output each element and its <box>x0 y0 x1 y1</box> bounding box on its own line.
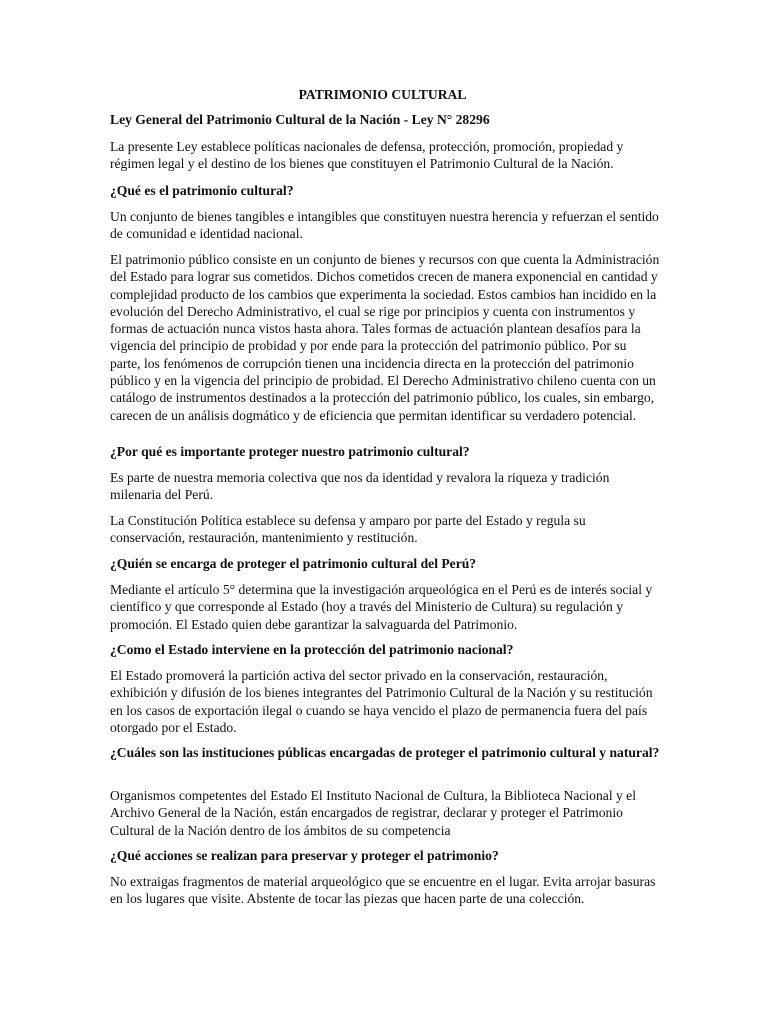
section-paragraph: El patrimonio público consiste en un conjunto de bienes y recursos con que cuenta la Administración del Estado para lograr sus cometidos. Dichos cometidos crecen de manera exponencial en cantidad y complejidad producto de los cambios que experimenta la sociedad. Estos cambios han incidido en la evolución del Derecho Administrativo, el cual se rige por principios y cuenta con instrumentos y formas de actuación nunca vistos hasta ahora. Tales formas de actuación plantean desafíos para la vigencia del principio de probidad y por ende para la protección del patrimonio público. Por su parte, los fenómenos de corrupción tienen una incidencia directa en la protección del patrimonio público y en la vigencia del principio de probidad. El Derecho Administrativo chileno cuenta con un catálogo de instrumentos destinados a la protección del patrimonio público, los cuales, sin embargo, carecen de un análisis dogmático y de eficiencia que permitan identificar su verdadero potencial. <box>110 252 660 423</box>
section-paragraph: Es parte de nuestra memoria colectiva que nos da identidad y revalora la riqueza y tradición milenaria del Perú. <box>110 470 610 503</box>
intro-paragraph: La presente Ley establece políticas nacionales de defensa, protección, promoción, propiedad y régimen legal y el destino de los bienes que constituyen el Patrimonio Cultural de la Nación. <box>110 139 624 172</box>
section-paragraph: Un conjunto de bienes tangibles e intangibles que constituyen nuestra herencia y refuerzan el sentido de comunidad e identidad nacional. <box>110 209 659 242</box>
section-question: ¿Como el Estado interviene en la protección del patrimonio nacional? <box>110 642 514 657</box>
document-title: PATRIMONIO CULTURAL <box>298 87 467 102</box>
section-paragraph: El Estado promoverá la partición activa del sector privado en la conservación, restauración, exhibición y difusión de los bienes integrantes del Patrimonio Cultural de la Nación y su restitución en los casos de exportación ilegal o cuando se haya vencido el plazo de permanencia fuera del país otorgado por el Estado. <box>110 668 653 735</box>
law-heading: Ley General del Patrimonio Cultural de la Nación - Ley N° 28296 <box>110 112 490 127</box>
section-question: ¿Quién se encarga de proteger el patrimonio cultural del Perú? <box>110 556 477 571</box>
section-question: ¿Qué es el patrimonio cultural? <box>110 183 294 198</box>
section-question: ¿Por qué es importante proteger nuestro patrimonio cultural? <box>110 444 470 459</box>
section-paragraph: No extraigas fragmentos de material arqueológico que se encuentre en el lugar. Evita arrojar basuras en los lugares que visite. Abstente de tocar las piezas que hacen parte de una colección. <box>110 874 656 907</box>
section-question: ¿Qué acciones se realizan para preservar y proteger el patrimonio? <box>110 848 499 863</box>
section-paragraph: Mediante el artículo 5° determina que la investigación arqueológica en el Perú es de interés social y científico y que corresponde al Estado (hoy a través del Ministerio de Cultura) su regulación y promoción. El Estado quien debe garantizar la salvaguarda del Patrimonio. <box>110 582 653 632</box>
section-paragraph: Organismos competentes del Estado El Instituto Nacional de Cultura, la Biblioteca Nacional y el Archivo General de la Nación, están encargados de registrar, declarar y proteger el Patrimonio Cultural de la Nación dentro de los ámbitos de su competencia <box>110 788 636 838</box>
section-question: ¿Cuáles son las instituciones públicas encargadas de proteger el patrimonio cultural y natural? <box>110 745 660 760</box>
section-paragraph: La Constitución Política establece su defensa y amparo por parte del Estado y regula su conservación, restauración, mantenimiento y restitución. <box>110 513 586 546</box>
